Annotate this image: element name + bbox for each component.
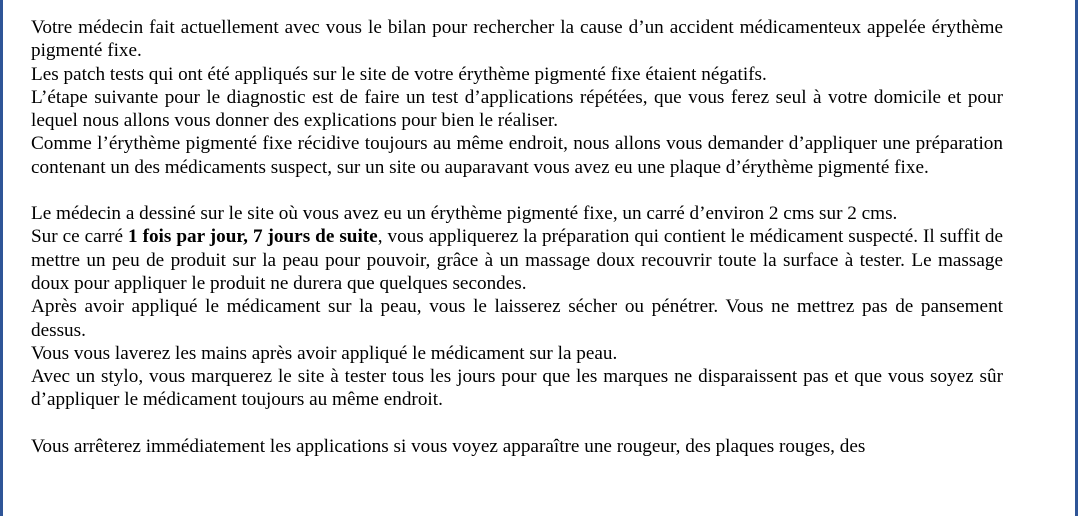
paragraph-recurrence: Comme l’érythème pigmenté fixe récidive toujours au même endroit, nous allons vous demander d’appliquer une préparation contenant un des médicaments suspect, sur un site ou auparavant vous avez eu une plaque d’érythème pigmenté fixe. (31, 133, 1003, 178)
paragraph-daily-application (31, 225, 1003, 295)
paragraph-square: Le médecin a dessiné sur le site où vous avez eu un érythème pigmenté fixe, un carré d’environ 2 cms sur 2 cms. (31, 203, 898, 225)
text-before-bold: Sur ce carré (31, 226, 128, 248)
instructions-section (31, 202, 1003, 412)
paragraph-wash-hands: Vous vous laverez les mains après avoir appliqué le médicament sur la peau. (31, 342, 618, 364)
paragraph-stop: Vous arrêterez immédiatement les applications si vous voyez apparaître une rougeur, des plaques rouges, des (31, 435, 866, 457)
paragraph-next-step: L’étape suivante pour le diagnostic est de faire un test d’applications répétées, que vous ferez seul à votre domicile et pour lequel nous allons vous donner des explications pour bien le réaliser. (31, 86, 1003, 132)
paragraph-gap (31, 179, 1003, 202)
paragraph-patch-tests: Les patch tests qui ont été appliqués sur le site de votre érythème pigmenté fixe étaient négatifs. (31, 63, 767, 85)
bold-frequency: 1 fois par jour, 7 jours de suite (127, 226, 378, 248)
stop-section (31, 435, 1003, 458)
text-after-bold: , vous appliquerez la préparation qui contient le médicament suspecté. Il suffit de mettre un peu de produit sur la peau pour pouvoir, grâce à un massage doux recouvrir toute la surface à tester. Le massage doux pour appliquer le produit ne durera que quelques secondes. (31, 226, 1004, 294)
paragraph-intro: Votre médecin fait actuellement avec vous le bilan pour rechercher la cause d’un accident médicamenteux appelée érythème pigmenté fixe. (31, 17, 1003, 62)
paragraph-drying: Après avoir appliqué le médicament sur la peau, vous le laisserez sécher ou pénétrer. Vous ne mettrez pas de pansement dessus. (31, 296, 1003, 341)
paragraph-gap (31, 412, 1003, 435)
intro-section (31, 0, 1003, 179)
paragraph-marking: Avec un stylo, vous marquerez le site à tester tous les jours pour que les marques ne disparaissent pas et que vous soyez sûr d’appliquer le médicament toujours au même endroit. (31, 366, 1003, 411)
